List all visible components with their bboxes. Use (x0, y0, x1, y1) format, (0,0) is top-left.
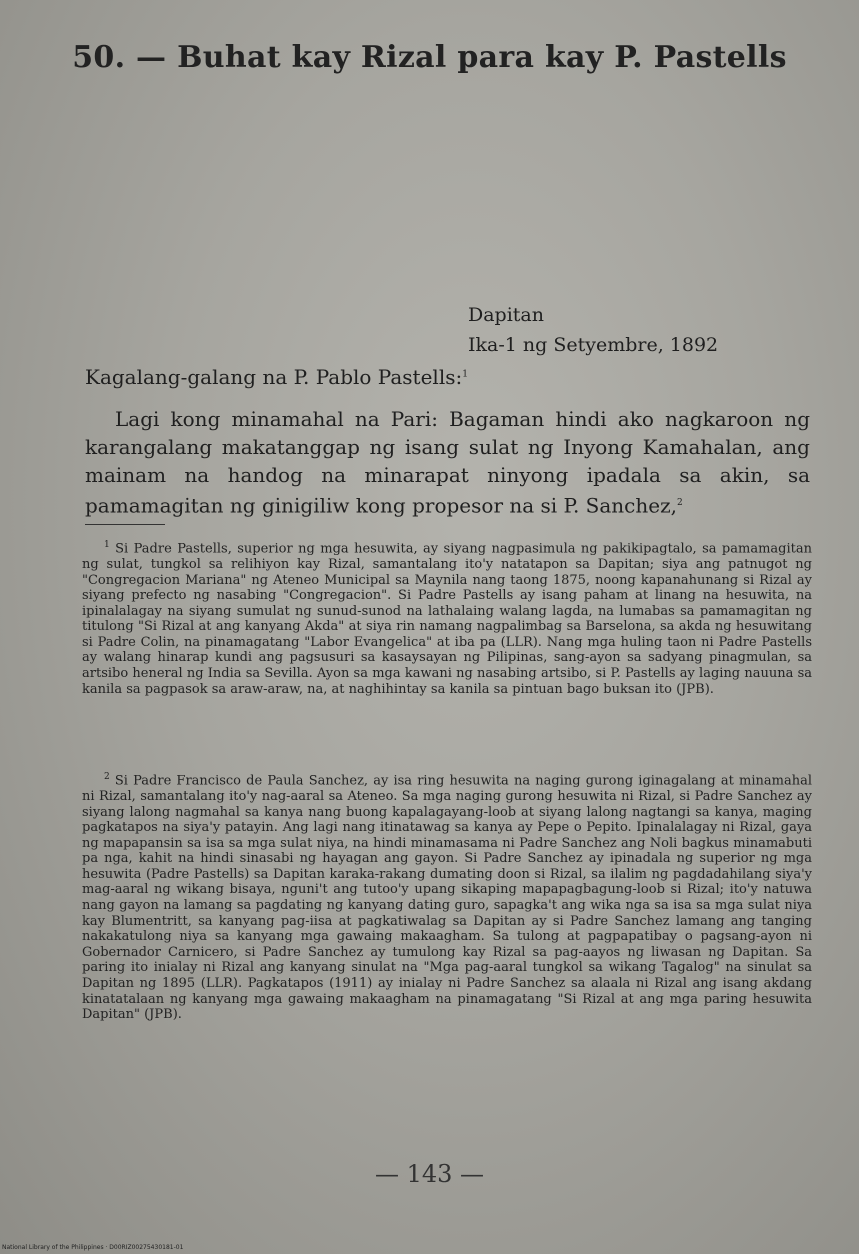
dateline (468, 300, 718, 360)
footnote-2 (82, 770, 812, 1023)
footnote-1 (82, 538, 812, 697)
salutation-footnote-mark: 1 (462, 369, 468, 380)
footnote-divider (85, 524, 165, 525)
scan-credit: National Library of the Philippines · D00RIZ00275430181-01 (2, 1244, 184, 1251)
salutation-text: Kagalang-galang na P. Pablo Pastells: (85, 365, 463, 389)
footnote-2-text: Si Padre Francisco de Paula Sanchez, ay isa ring hesuwita na naging gurong iginagalang at minamahal ni Rizal, samantalang ito'y nag-aaral sa Ateneo. Sa mga naging gurong hesuwita ni Rizal, si Padre Sanchez ay siyang lalong nagmahal sa kanya nang buong kapalagayang-loob at siyang lalong nagtangi sa kanya, maging pagkatapos na siya'y patayin. Ang lagi nang itinatawag sa kanya ay Pepe o Pepito. Ipinalalagay ni Rizal, gaya ng mapapansin sa isa sa mga sulat niya, na hindi minamasama ni Padre Sanchez ang Noli bagkus minamabuti pa nga, kahit na hindi sinasabi ng hayagan ang gayon. Si Padre Sanchez ay ipinadala ng superior ng mga hesuwita (Padre Pastells) sa Dapitan karaka-rakang dumating doon si Rizal, sa ilalim ng pagdadahilang siya'y mag-aaral ng wikang bisaya, nguni't ang tutoo'y upang sikaping mapapagbagung-loob si Rizal; ito'y natuwa nang gayon na lamang sa pagdating ng kanyang dating guro, sapagka't ang wika nga sa isa sa mga sulat niya kay Blumentritt, sa kanyang pag-iisa at pagkatiwalag sa Dapitan ay si Padre Sanchez lamang ang tanging nakakatulong niya sa kanyang mga gawaing makaagham. Sa tulong at pagpapatibay o pagsang-ayon ni Gobernador Carnicero, si Padre Sanchez ay tumulong kay Rizal sa pag-aayos ng liwasan ng Dapitan. Sa paring ito inialay ni Rizal ang kanyang sinulat na "Mga pag-aaral tungkol sa wikang Tagalog" na sinulat sa Dapitan ng 1895 (LLR). Pagkatapos (1911) ay inialay ni Padre Sanchez sa alaala ni Rizal ang isang akdang kinatatalaan ng kanyang mga gawaing makaagham na pinamagatang "Si Rizal at ang mga paring hesuwita Dapitan" (JPB). (82, 773, 812, 1023)
dateline-date: Ika-1 ng Setyembre, 1892 (468, 334, 719, 356)
footnote-1-text: Si Padre Pastells, superior ng mga hesuwita, ay siyang nagpasimula ng pakikipagtalo, sa pamamagitan ng sulat, tungkol sa relihiyon kay Rizal, samantalang ito'y natatapon sa Dapitan; siya ang patnugot ng "Congregacion Mariana" ng Ateneo Municipal sa Maynila nang taong 1875, noong kapanahunang si Rizal ay siyang prefecto ng nasabing "Congregacion". Si Padre Pastells ay isang paham at linang na hesuwita, na ipinalalagay na siyang sumulat ng sunud-sunod na lathalaing walang lagda, na lumabas sa pamamagitan ng titulong "Si Rizal at ang kanyang Akda" at siya rin namang nagpalimbag sa Barselona, sa akda ng hesuwitang si Padre Colin, na pinamagatang "Labor Evangelica" at iba pa (LLR). Nang mga huling taon ni Padre Pastells ay walang hinarap kundi ang pagsusuri sa kasaysayan ng Pilipinas, sang-ayon sa sadyang pinagmulan, sa artsibo heneral ng India sa Sevilla. Ayon sa mga kawani ng nasabing artsibo, si P. Pastells ay laging nauuna sa kanila sa pagpasok sa araw-araw, na, at naghihintay sa kanila sa pintuan bago buksan ito (JPB). (82, 541, 812, 697)
footnote-2-mark: 2 (104, 772, 110, 782)
salutation (85, 365, 468, 389)
dateline-place: Dapitan (468, 304, 544, 326)
letter-title: 50. — Buhat kay Rizal para kay P. Pastells (72, 40, 787, 75)
letter-body (85, 405, 810, 520)
footnote-1-mark: 1 (104, 540, 110, 550)
letter-body-text: Lagi kong minamahal na Pari: Bagaman hindi ako nagkaroon ng karangalang makatanggap ng isang sulat ng Inyong Kamahalan, ang mainam na handog na minarapat ninyong ipadala sa akin, sa pamamagitan ng ginigiliw kong propesor na si P. Sanchez, (85, 407, 810, 518)
body-footnote-mark: 2 (676, 498, 683, 508)
page-number: — 143 — (374, 1160, 485, 1188)
